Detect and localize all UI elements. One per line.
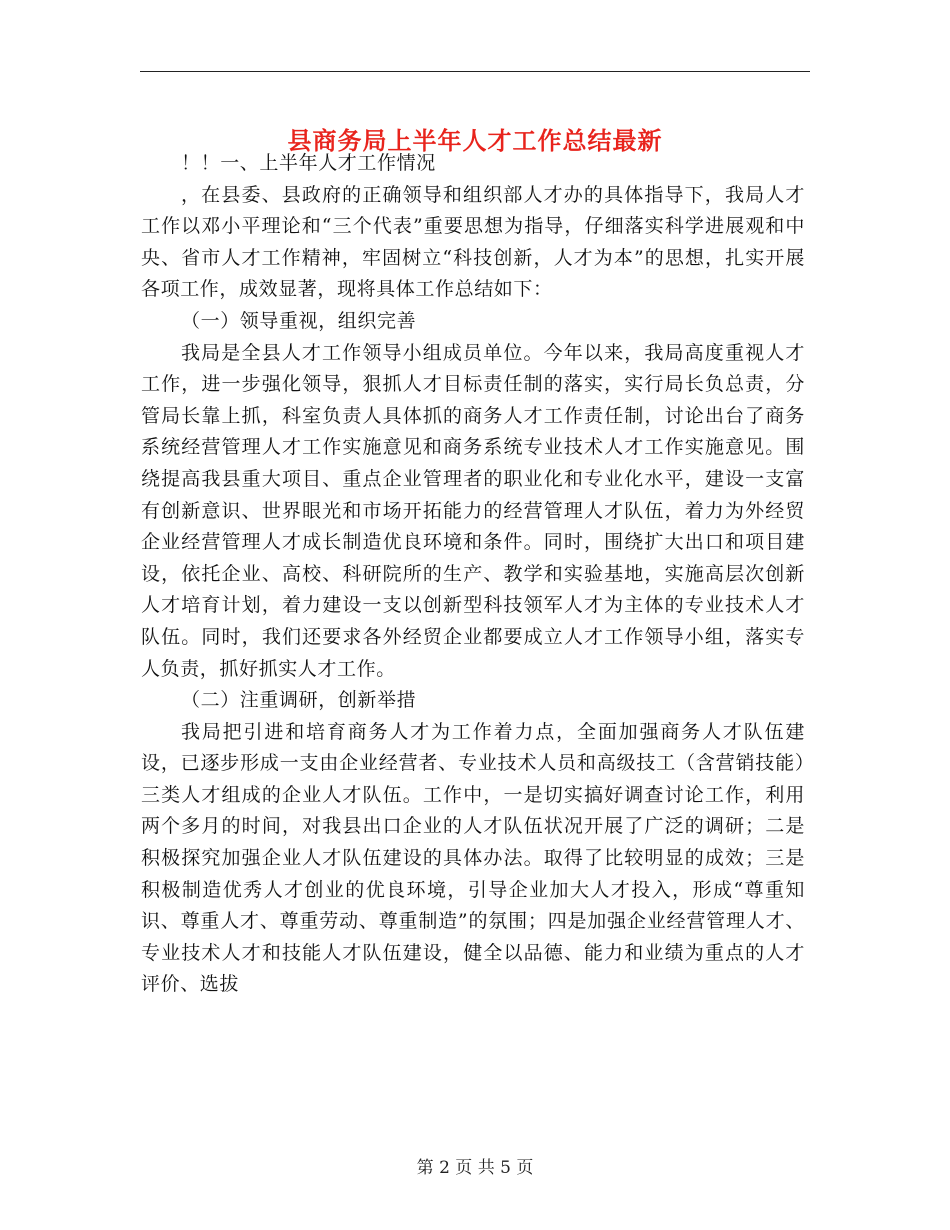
subsection-heading-2: （二）注重调研，创新举措 — [181, 689, 417, 712]
section-heading-1: ！！一、上半年人才工作情况 — [181, 152, 436, 174]
page-number: 第 2 页 共 5 页 — [416, 1158, 534, 1178]
paragraph-research: 我局把引进和培育商务人才为工作着力点，全面加强商务人才队伍建设，已逐步形成一支由企业经营者、专业技术人员和高级技工（含营销技能）三类人才组成的企业人才队伍。工作中，一是切实搞好调查讨论工作，利用两个多月的时间，对我县出口企业的人才队伍状况开展了广泛的调研；二是积极探究加强企业人才队伍建设的具体办法。取得了比较明显的成效；三是积极制造优秀人才创业的优良环境，引导企业加大人才投入，形成“尊重知识、尊重人才、尊重劳动、尊重制造”的氛围；四是加强企业经营管理人才、专业技术人才和技能人才队伍建设，健全以品德、能力和业绩为重点的人才评价、选拔 — [141, 720, 805, 996]
paragraph-leadership: 我局是全县人才工作领导小组成员单位。今年以来，我局高度重视人才工作，进一步强化领导，狠抓人才目标责任制的落实，实行局长负总责，分管局长靠上抓，科室负责人具体抓的商务人才工作责任制，讨论出台了商务系统经营管理人才工作实施意见和商务系统专业技术人才工作实施意见。围绕提高我县重大项目、重点企业管理者的职业化和专业化水平，建设一支富有创新意识、世界眼光和市场开拓能力的经营管理人才队伍，着力为外经贸企业经营管理人才成长制造优良环境和条件。同时，围绕扩大出口和项目建设，依托企业、高校、科研院所的生产、教学和实验基地，实施高层次创新人才培育计划，着力建设一支以创新型科技领军人才为主体的专业技术人才队伍。同时，我们还要求各外经贸企业都要成立人才工作领导小组，落实专人负责，抓好抓实人才工作。 — [141, 341, 805, 680]
document-title: 县商务局上半年人才工作总结最新 — [287, 126, 663, 156]
document-body — [141, 148, 805, 1001]
paragraph-intro: ，在县委、县政府的正确领导和组织部人才办的具体指导下，我局人才工作以邓小平理论和“三个代表”重要思想为指导，仔细落实科学进展观和中央、省市人才工作精神，牢固树立“科技创新，人才为本”的思想，扎实开展各项工作，成效显著，现将具体工作总结如下： — [141, 183, 805, 301]
header-rule — [140, 71, 810, 72]
subsection-heading-1: （一）领导重视，组织完善 — [181, 309, 417, 332]
